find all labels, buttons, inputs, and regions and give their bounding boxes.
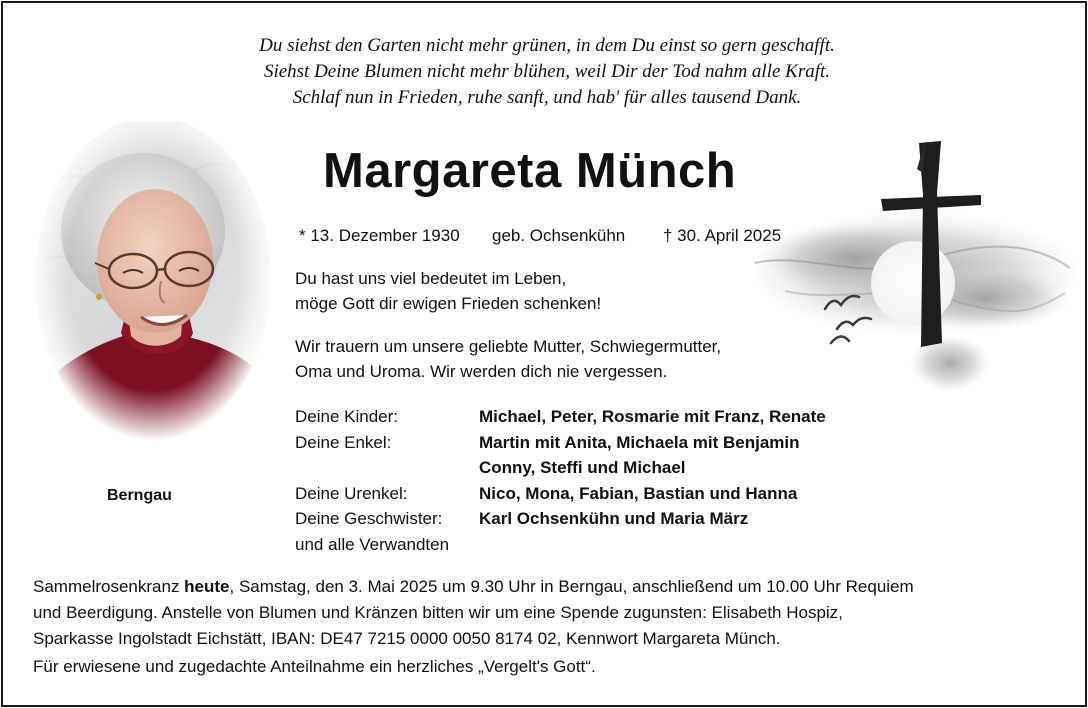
cross-sun-icon <box>745 133 1075 401</box>
mourning-line: Wir trauern um unsere geliebte Mutter, Schwiegermutter, <box>295 337 722 356</box>
family-row <box>295 404 826 430</box>
family-names: Conny, Steffi und Michael <box>479 458 686 477</box>
poem-line: Schlaf nun in Frieden, ruhe sanft, und hab' für alles tausend Dank. <box>292 87 802 108</box>
family-names: Nico, Mona, Fabian, Bastian und Hanna <box>479 483 798 503</box>
death-date: † 30. April 2025 <box>663 226 782 245</box>
family-names: Michael, Peter, Rosmarie mit Franz, Renate <box>479 407 826 426</box>
notice-line: und Beerdigung. Anstelle von Blumen und Kränzen bitten wir um eine Spende zugunsten: Elisabeth Hospiz, <box>33 603 843 622</box>
notice-line: Sparkasse Ingolstadt Eichstätt, IBAN: DE47 7215 0000 0050 8174 02, Kennwort Margareta Münch. <box>33 629 781 648</box>
service-notice <box>33 574 914 652</box>
poem-line: Siehst Deine Blumen nicht mehr blühen, weil Dir der Tod nahm alle Kraft. <box>263 61 831 82</box>
family-label: Deine Kinder: <box>295 407 399 426</box>
family-row <box>295 430 800 456</box>
birth-date: * 13. Dezember 1930 <box>299 226 460 245</box>
notice-line <box>33 574 914 600</box>
mourning-line: Oma und Uroma. Wir werden dich nie vergessen. <box>295 362 668 381</box>
family-label: Deine Urenkel: <box>295 483 408 503</box>
portrait-photo <box>33 121 273 441</box>
notice-text: , Samstag, den 3. Mai 2025 um 9.30 Uhr in Berngau, anschließend um 10.00 Uhr Requiem <box>229 577 914 596</box>
notice-text: Sammelrosenkranz <box>33 577 185 596</box>
poem <box>3 33 1087 111</box>
verse-line: Du hast uns viel bedeutet im Leben, <box>295 269 567 288</box>
place-label: Berngau <box>107 487 172 504</box>
thanks-line: Für erwiesene und zugedachte Anteilnahme ein herzliches „Vergelt's Gott“. <box>33 657 596 676</box>
deceased-name: Margareta Münch <box>323 144 737 198</box>
obituary-card <box>1 1 1087 707</box>
verse <box>295 266 601 316</box>
family-row <box>295 455 686 481</box>
family-names: Karl Ochsenkühn und Maria März <box>479 509 749 528</box>
family-label: Deine Geschwister: <box>295 509 443 528</box>
family-label: Deine Enkel: <box>295 432 392 452</box>
life-dates <box>299 226 781 246</box>
family-row <box>295 506 749 532</box>
family-list <box>295 404 826 557</box>
notice-today: heute <box>184 577 230 596</box>
family-names: Martin mit Anita, Michaela mit Benjamin <box>479 432 800 452</box>
relatives-line: und alle Verwandten <box>295 534 450 554</box>
verse-line: möge Gott dir ewigen Frieden schenken! <box>295 294 602 313</box>
poem-line: Du siehst den Garten nicht mehr grünen, in dem Du einst so gern geschafft. <box>259 35 835 56</box>
mourning-text <box>295 334 721 384</box>
maiden-name: geb. Ochsenkühn <box>492 226 626 245</box>
family-row <box>295 481 798 507</box>
